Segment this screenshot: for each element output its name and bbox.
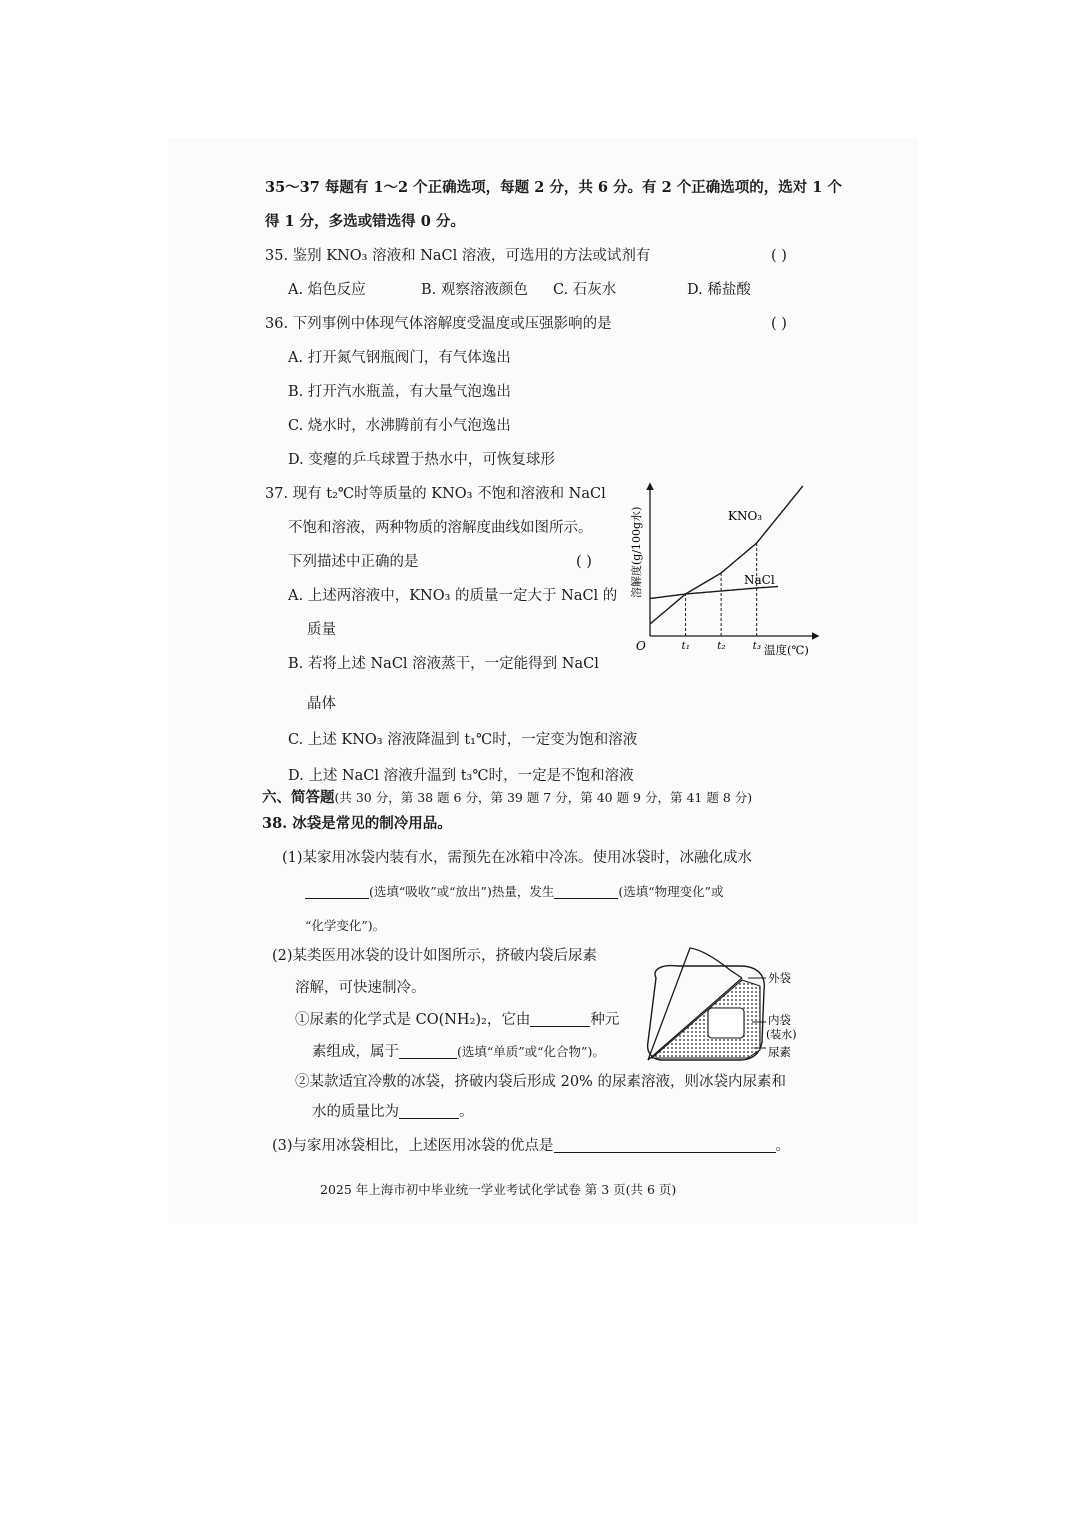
q38-part1-line-1: (1)某家用冰袋内装有水，需预先在冰箱中冷冻。使用冰袋时，冰融化成水	[282, 850, 753, 866]
blank-mass-ratio[interactable]	[399, 1102, 459, 1119]
q38-part2-sub1-text-d: (选填“单质”或“化合物”)。	[457, 1044, 605, 1059]
q37-stem-line-3: 下列描述中正确的是	[288, 554, 419, 570]
instructions-line-1: 35～37 每题有 1～2 个正确选项，每题 2 分，共 6 分。有 2 个正确选项的，选对 1 个	[265, 179, 842, 196]
q37-answer-paren: ( )	[576, 554, 592, 570]
q37-option-d: D. 上述 NaCl 溶液升温到 t₃℃时，一定是不饱和溶液	[288, 768, 634, 784]
series-curve-0	[650, 486, 803, 624]
q37-option-a-line-2: 质量	[307, 622, 336, 638]
q36-option-c: C. 烧水时，水沸腾前有小气泡逸出	[288, 418, 511, 434]
q38-part1-line-2	[305, 882, 724, 902]
blank-element-count[interactable]	[530, 1010, 590, 1027]
q36-answer-paren: ( )	[771, 316, 787, 332]
series-label-kno3: KNO₃	[728, 509, 763, 523]
q38-part2-sub1-text-b: 种元	[590, 1012, 620, 1028]
q35-option-b: B. 观察溶液颜色	[421, 282, 528, 298]
q37-stem-line-1: 37. 现有 t₂℃时等质量的 KNO₃ 不饱和溶液和 NaCl	[265, 486, 606, 502]
page-footer: 2025 年上海市初中毕业统一学业考试化学试卷 第 3 页(共 6 页)	[320, 1182, 677, 1197]
q35-option-d: D. 稀盐酸	[687, 282, 751, 298]
q38-part2-line-2: 溶解，可快速制冷。	[295, 980, 426, 996]
inner-bag	[708, 1008, 744, 1038]
q37-option-b-line-2: 晶体	[307, 696, 336, 712]
blank-advantage[interactable]	[554, 1136, 776, 1153]
q35-option-c: C. 石灰水	[553, 282, 617, 298]
q38-part2-sub2-text-b: 水的质量比为	[312, 1104, 399, 1120]
q38-part2-sub2-line-1: ②某款适宜冷敷的冰袋，挤破内袋后形成 20% 的尿素溶液，则冰袋内尿素和	[295, 1074, 786, 1090]
x-tick-label-0: t₁	[681, 640, 690, 652]
blank-substance-type[interactable]	[399, 1042, 457, 1059]
label-urea: 尿素	[768, 1045, 791, 1059]
q36-option-a: A. 打开氮气钢瓶阀门，有气体逸出	[288, 350, 511, 366]
y-axis-label: 溶解度(g/100g水)	[630, 506, 643, 598]
instructions-line-2: 得 1 分，多选或错选得 0 分。	[265, 213, 465, 230]
series-curve-1	[650, 587, 778, 599]
section-6-note: (共 30 分，第 38 题 6 分，第 39 题 7 分，第 40 题 9 分，第 41 题 8 分)	[334, 790, 753, 805]
section-6-title: 六、简答题	[262, 789, 335, 806]
q38-part2-sub1-line-2	[312, 1042, 605, 1062]
q38-part3-text-a: (3)与家用冰袋相比，上述医用冰袋的优点是	[272, 1138, 554, 1154]
q38-part3	[272, 1136, 790, 1156]
q36-stem: 36. 下列事例中体现气体溶解度受温度或压强影响的是	[265, 316, 612, 332]
q37-option-a-line-1: A. 上述两溶液中，KNO₃ 的质量一定大于 NaCl 的	[288, 588, 618, 604]
q37-option-c: C. 上述 KNO₃ 溶液降温到 t₁℃时，一定变为饱和溶液	[288, 732, 638, 748]
q38-part2-sub2-line-2	[312, 1102, 474, 1122]
q38-part2-sub1-line-1	[295, 1010, 619, 1030]
x-tick-label-1: t₂	[717, 640, 726, 652]
q38-stem: 38. 冰袋是常见的制冷用品。	[262, 815, 452, 832]
q38-part1-line-3: “化学变化”)。	[305, 918, 386, 933]
q38-part1-hint-1: (选填“吸收”或“放出”)热量，发生	[369, 884, 555, 899]
q38-part2-line-1: (2)某类医用冰袋的设计如图所示，挤破内袋后尿素	[272, 948, 598, 964]
label-inner-bag-water: (装水)	[766, 1028, 797, 1041]
label-inner-bag: 内袋	[768, 1013, 791, 1027]
q37-stem-line-2: 不饱和溶液，两种物质的溶解度曲线如图所示。	[288, 520, 593, 536]
medical-ice-bag-diagram	[638, 942, 808, 1068]
q37-option-b-line-1: B. 若将上述 NaCl 溶液蒸干，一定能得到 NaCl	[288, 656, 599, 672]
solubility-curve-chart	[622, 478, 822, 663]
q38-part1-hint-2: (选填“物理变化”或	[618, 884, 724, 899]
section-6-heading	[262, 788, 752, 808]
x-tick-label-2: t₃	[752, 640, 762, 652]
q36-option-b: B. 打开汽水瓶盖，有大量气泡逸出	[288, 384, 511, 400]
q38-part2-sub2-text-c: 。	[459, 1104, 474, 1120]
x-axis-label: 温度(℃)	[764, 643, 809, 657]
q36-option-d: D. 变瘪的乒乓球置于热水中，可恢复球形	[288, 452, 555, 468]
q38-part2-sub1-text-a: ①尿素的化学式是 CO(NH₂)₂，它由	[295, 1012, 531, 1028]
q38-part2-sub1-text-c: 素组成，属于	[312, 1044, 399, 1060]
series-label-nacl: NaCl	[744, 573, 775, 587]
blank-change-type[interactable]	[554, 882, 618, 899]
q35-option-a: A. 焰色反应	[288, 282, 366, 298]
q38-part3-text-b: 。	[775, 1138, 791, 1154]
origin-label: O	[636, 639, 646, 653]
q35-stem: 35. 鉴别 KNO₃ 溶液和 NaCl 溶液，可选用的方法或试剂有	[265, 248, 651, 264]
blank-heat[interactable]	[305, 882, 369, 899]
label-outer-bag: 外袋	[768, 971, 791, 985]
q35-answer-paren: ( )	[771, 248, 787, 264]
